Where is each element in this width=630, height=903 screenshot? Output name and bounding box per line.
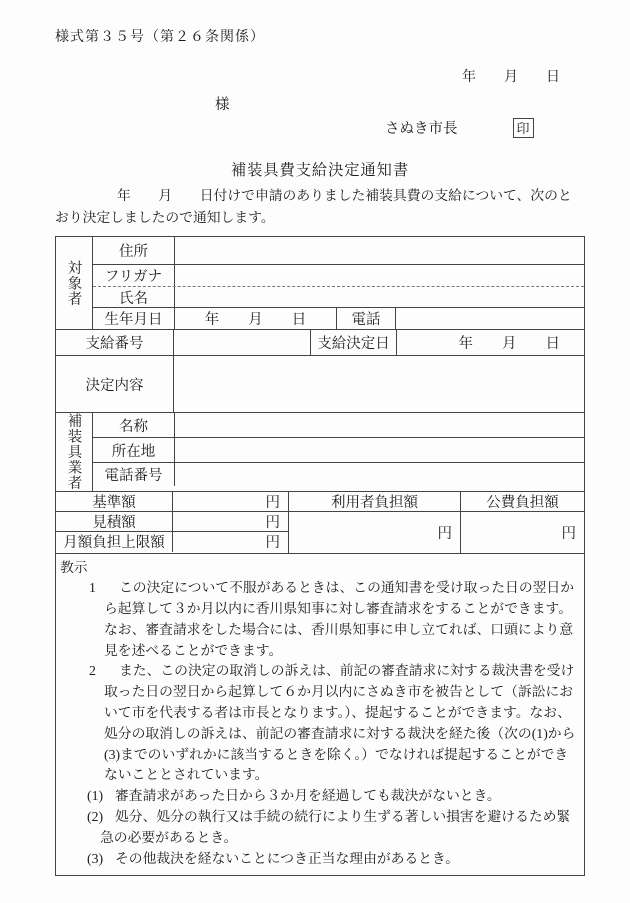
notice-form-table (55, 236, 585, 876)
advisory-section (56, 554, 584, 876)
advisory-heading: 教示 (60, 559, 88, 575)
estimate-amount-yen: 円 (265, 514, 280, 531)
recipient-suffix: 様 (215, 97, 230, 113)
birthdate-row (93, 308, 584, 329)
address-value (175, 237, 584, 264)
name-row (93, 287, 584, 308)
decision-content-value (174, 356, 584, 412)
base-amount-yen: 円 (265, 494, 280, 511)
advisory-subitem-1-number: (1) (87, 788, 104, 804)
furigana-value (175, 265, 584, 286)
advisory-item-1-text: この決定について不服があるときは、この通知書を受け取った日の翌日から起算して３か月以内に香川県知事に対し審査請求をすることができます。なお、審査請求をした場合には、香川県知事に申し立てれば、口頭により意見を述べることができます。 (104, 580, 575, 658)
public-burden-label: 公費負担額 (486, 494, 559, 511)
furigana-label: フリガナ (93, 265, 175, 286)
advisory-item-2-number: 2 (89, 663, 96, 679)
amounts-section (56, 492, 584, 554)
estimate-amount-row (56, 512, 288, 532)
document-title: 補装具費支給決定通知書 (230, 162, 410, 179)
birthdate-label: 生年月日 (93, 308, 175, 329)
advisory-item-2-text: また、この決定の取消しの訴えは、前記の審査請求に対する裁決書を受け取った日の翌日から起算して６か月以内にさぬき市を被告として（訴訟において市を代表する者は市長となります。）、提起することができます。なお、処分の取消しの訴えは、前記の審査請求に対する裁決を経た後（次の(1)から(3)までのいずれかに該当するときを除く。）でなければ提起することができないこととされています。 (104, 663, 576, 783)
advisory-item-1-number: 1 (89, 580, 96, 596)
address-row (93, 237, 584, 265)
vendor-phone-label: 電話番号 (93, 463, 175, 486)
name-label: 氏名 (93, 287, 175, 307)
monthly-cap-yen: 円 (265, 535, 280, 551)
advisory-item-2 (60, 661, 578, 786)
decision-date-label: 支給決定日 (311, 330, 397, 355)
advisory-subitem-3-number: (3) (87, 850, 104, 866)
burden-header-row (289, 492, 584, 512)
vendor-name-value (175, 413, 584, 437)
amounts-right-block (288, 492, 584, 553)
base-amount-label: 基準額 (56, 492, 173, 511)
vendor-group-cell (56, 413, 93, 491)
advisory-subitem-3 (60, 849, 578, 870)
name-value (175, 287, 584, 307)
burden-value-row (289, 512, 584, 553)
advisory-subitem-1-text: 審査請求があった日から３か月を経過しても裁決がないとき。 (115, 788, 501, 804)
issuer-line (385, 117, 585, 138)
monthly-cap-label: 月額負担上限額 (56, 532, 173, 552)
subject-section (56, 237, 584, 330)
advisory-subitem-2-text: 処分、処分の執行又は手続の続行により生ずる著しい損害を避けるため緊急の必要があるとき。 (100, 809, 571, 845)
monthly-cap-row (56, 532, 288, 552)
decision-content-label: 決定内容 (56, 356, 174, 412)
advisory-subitem-2 (60, 807, 578, 849)
decision-content-row (56, 356, 584, 413)
vendor-name-row (93, 413, 584, 438)
phone-label: 電話 (337, 308, 396, 329)
vendor-group-label: 補装具業者 (65, 413, 82, 491)
advisory-subitem-1 (60, 786, 578, 807)
decision-date-value: 年 月 日 (458, 336, 560, 352)
advisory-subitem-3-text: その他裁決を経ないことにつき正当な理由があるとき。 (115, 850, 460, 866)
public-burden-yen: 円 (561, 525, 576, 542)
vendor-phone-row (93, 463, 584, 486)
issue-date-line: 年 月 日 (462, 70, 560, 85)
seal-mark: 印 (513, 118, 534, 138)
vendor-phone-value (175, 463, 584, 486)
vendor-name-label: 名称 (93, 413, 175, 437)
vendor-section (56, 413, 584, 492)
intro-paragraph: 年 月 日付けで申請のありました補装具費の支給について、次のとおり決定しましたので通知します。 (55, 188, 572, 225)
subject-group-cell (56, 237, 93, 329)
advisory-subitem-2-number: (2) (87, 809, 104, 825)
estimate-amount-label: 見積額 (56, 512, 173, 531)
birthdate-value: 年 月 日 (175, 308, 337, 329)
advisory-item-1 (60, 578, 578, 661)
user-burden-label: 利用者負担額 (289, 492, 461, 511)
payment-number-value (174, 330, 311, 355)
subject-group-label: 対象者 (65, 259, 82, 307)
base-amount-row (56, 492, 288, 512)
furigana-row (93, 265, 584, 287)
amounts-left-block (56, 492, 288, 553)
address-label: 住所 (93, 237, 175, 264)
vendor-location-value (175, 438, 584, 462)
payment-number-row (56, 330, 584, 356)
user-burden-yen: 円 (289, 512, 461, 553)
issuer-name: さぬき市長 (385, 121, 458, 137)
vendor-location-label: 所在地 (93, 438, 175, 462)
vendor-location-row (93, 438, 584, 463)
phone-value (396, 308, 584, 329)
payment-number-label: 支給番号 (56, 330, 174, 355)
form-number: 様式第３５号（第２６条関係） (55, 30, 265, 45)
